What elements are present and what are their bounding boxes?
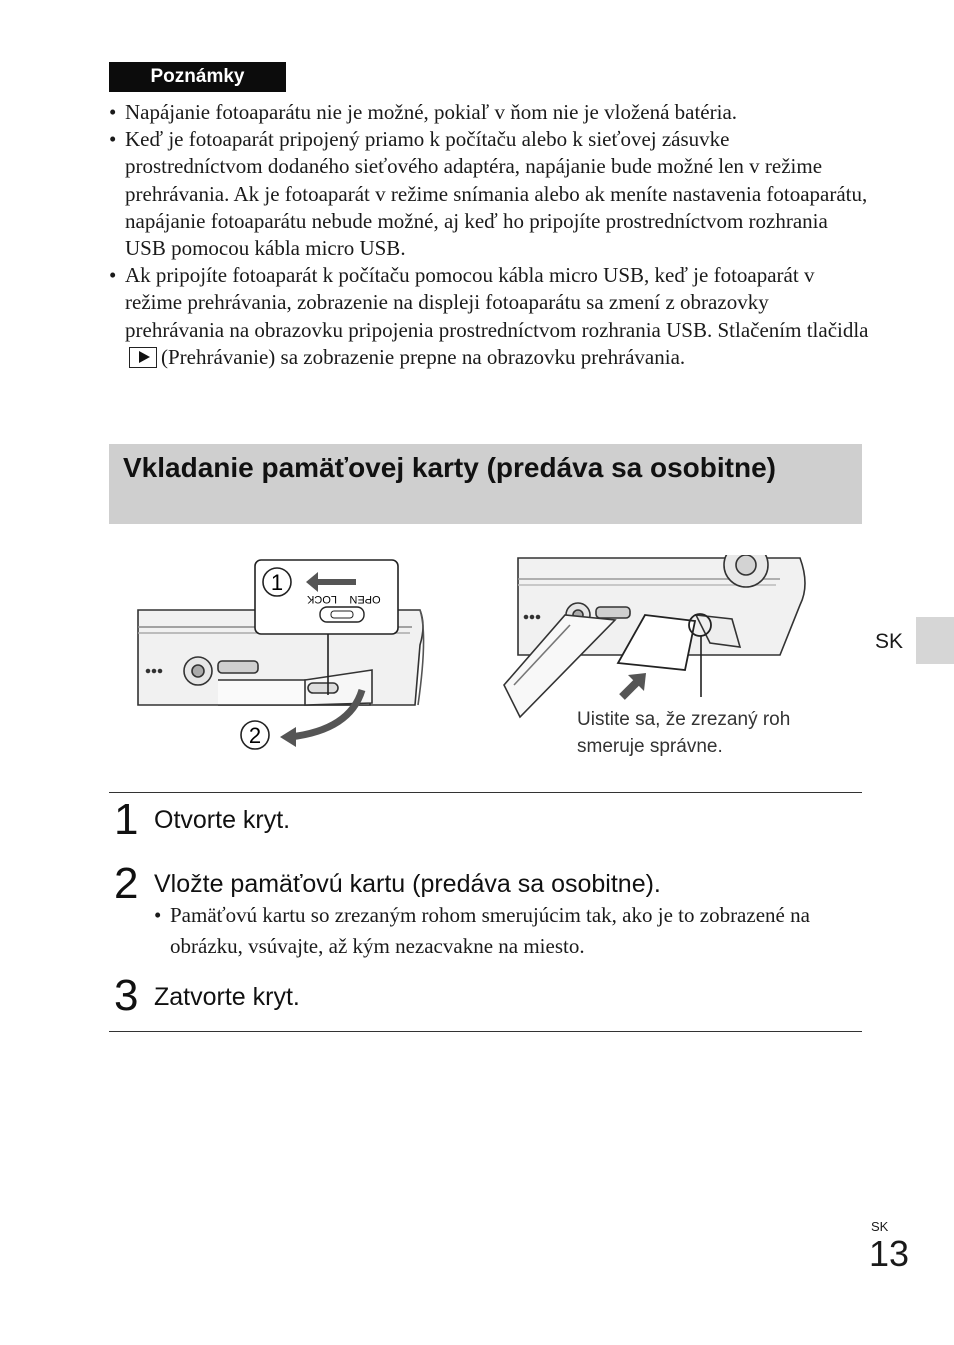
note-text: Ak pripojíte fotoaparát k počítaču pomocou kábla micro USB, keď je fotoaparát v režime prehrávania, zobrazenie na displeji fotoaparátu sa zmení z obrazovky prehrávania na obrazovku pripojenia prostredníctvom rozhrania USB. Stlačením tlačidla (125, 263, 869, 342)
step-3-number: 3 (114, 971, 139, 1020)
page-number: 13 (869, 1233, 910, 1274)
section-header (109, 444, 862, 524)
steps-bottom-rule (109, 1031, 862, 1032)
notes-label: Poznámky (109, 62, 286, 92)
open-cover-illustration (130, 555, 430, 755)
note-text: (Prehrávanie) sa zobrazenie prepne na obrazovku prehrávania. (161, 344, 686, 369)
note-item (109, 262, 869, 371)
marker-1: 1 (270, 570, 284, 595)
page-language: SK (871, 1219, 889, 1234)
language-label: SK (875, 630, 904, 653)
step-1-number: 1 (114, 795, 139, 844)
step-1-title: Otvorte kryt. (154, 806, 291, 834)
switch-lock-label: LOCK (307, 593, 337, 605)
insert-card-illustration (500, 555, 810, 725)
marker-2: 2 (248, 723, 262, 748)
step-2-note: • Pamäťovú kartu so zrezaným rohom smerujúcim tak, ako je to zobrazené na obrázku, vsúvajte, až kým nezacvakne na miesto. (154, 900, 854, 962)
note-item: • Keď je fotoaparát pripojený priamo k počítaču alebo k sieťovej zásuvke prostredníctvom dodaného sieťového adaptéra, napájanie bude možné len v režime prehrávania. Ak je fotoaparát v režime snímania alebo ak meníte nastavenia fotoaparátu, napájanie fotoaparátu nebude možné, aj keď ho pripojíte prostredníctvom rozhrania USB pomocou kábla micro USB. (109, 126, 869, 262)
play-button-icon (129, 347, 157, 368)
section-title: Vkladanie pamäťovej karty (predáva sa osobitne) (123, 452, 776, 483)
step-2-number: 2 (114, 859, 139, 908)
switch-open-label: OPEN (349, 593, 381, 605)
steps-top-rule (109, 792, 862, 793)
notes-list (109, 99, 869, 371)
illustration-caption: Uistite sa, že zrezaný roh smeruje správne. (577, 709, 791, 757)
note-item: • Napájanie fotoaparátu nie je možné, pokiaľ v ňom nie je vložená batéria. (109, 99, 869, 126)
language-tab (916, 617, 954, 664)
step-2-title: Vložte pamäťovú kartu (predáva sa osobitne). (154, 870, 661, 898)
step-3-title: Zatvorte kryt. (154, 983, 300, 1011)
